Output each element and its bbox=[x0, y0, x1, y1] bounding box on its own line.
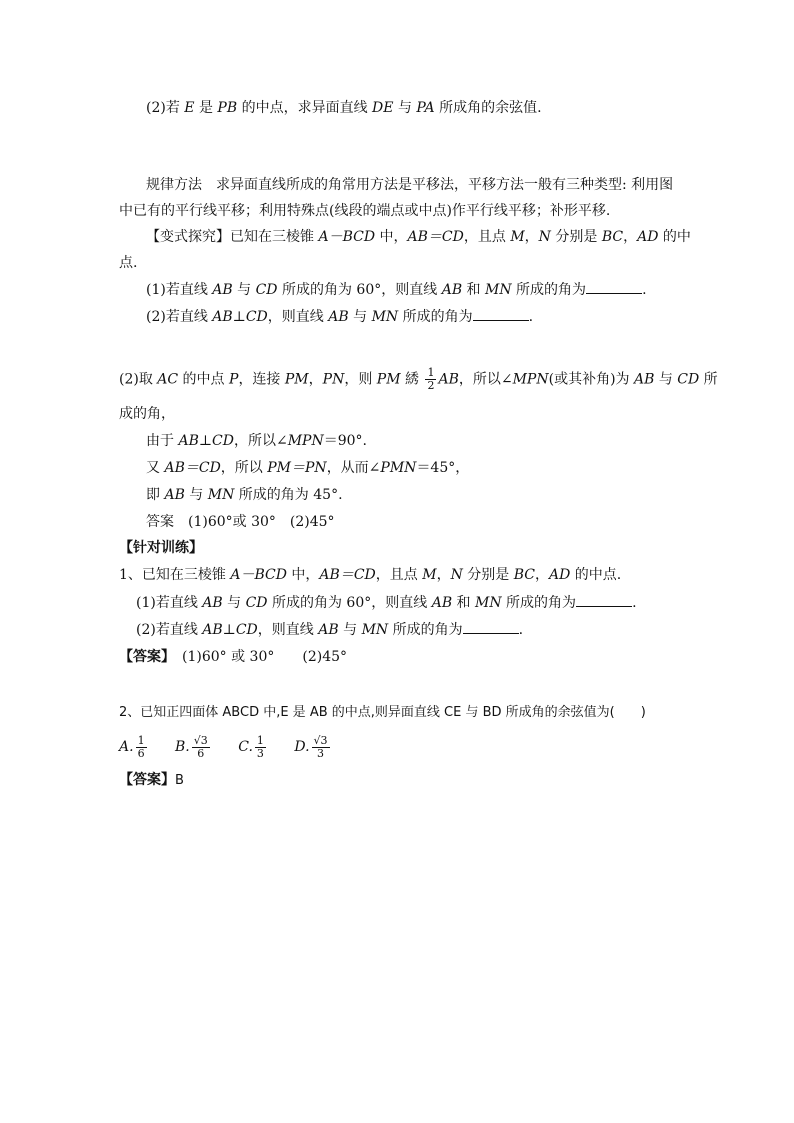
text: ，连接 bbox=[238, 371, 285, 388]
text: 和 bbox=[462, 282, 486, 298]
frac-denominator: 3 bbox=[256, 746, 264, 760]
text: ，则 bbox=[344, 371, 377, 388]
var-ab: AB bbox=[164, 487, 185, 503]
option-letter: D. bbox=[294, 739, 310, 755]
training-question-2: 2、已知正四面体 ABCD 中,E 是 AB 的中点,则异面直线 CE 与 BD 所成角的余弦值为( ) bbox=[119, 705, 646, 720]
solution-answer: 答案 (1)60°或 30° (2)45° bbox=[146, 514, 335, 530]
var-ac: AC bbox=[157, 371, 179, 388]
frac-numerator: 1 bbox=[427, 366, 435, 379]
text: 又 bbox=[146, 460, 165, 476]
text: (2)若直线 bbox=[146, 309, 213, 325]
text: 与 bbox=[348, 309, 372, 325]
answer-label: 【答案】 bbox=[119, 649, 168, 665]
var-ab: AB bbox=[431, 595, 453, 611]
variant-question-1 bbox=[146, 280, 647, 300]
var-perp: AB⊥CD bbox=[178, 433, 234, 449]
text: 已知在三棱锥 bbox=[230, 229, 319, 245]
var-m: M bbox=[510, 229, 525, 245]
var-mpn: MPN bbox=[512, 371, 549, 388]
var-tetra: A－BCD bbox=[230, 567, 287, 583]
frac-numerator: √3 bbox=[313, 733, 328, 747]
var-tetra: A－BCD bbox=[318, 229, 376, 245]
var-mn: MN bbox=[485, 282, 512, 298]
var-cd: CD bbox=[677, 371, 700, 388]
question-2-prompt bbox=[146, 98, 542, 118]
training-sub-question-2 bbox=[136, 620, 523, 640]
fraction-half bbox=[425, 367, 436, 392]
var-pm: PM bbox=[284, 371, 309, 388]
text: 与 bbox=[232, 282, 256, 298]
text: ＝45°， bbox=[416, 460, 470, 476]
variant-intro-line-2: 点. bbox=[119, 255, 138, 271]
training-answer-2 bbox=[119, 770, 184, 791]
var-perp: AB⊥CD bbox=[212, 309, 268, 325]
answer-blank bbox=[586, 280, 642, 294]
var-bc: BC bbox=[513, 567, 535, 583]
text: 是 bbox=[194, 100, 218, 116]
text: 的中点. bbox=[570, 567, 622, 583]
text: . bbox=[528, 309, 534, 325]
text: ，所以 bbox=[220, 460, 268, 476]
text: (2)若直线 bbox=[136, 622, 203, 638]
text: 与 bbox=[654, 371, 678, 388]
text: 与 bbox=[184, 487, 208, 503]
var-pm: PM bbox=[376, 371, 401, 388]
solution-line-3 bbox=[146, 431, 367, 451]
training-header: 【针对训练】 bbox=[119, 540, 203, 556]
text: 分别是 bbox=[550, 229, 602, 245]
training-sub-question-1 bbox=[136, 593, 637, 613]
text: 与 bbox=[222, 595, 246, 611]
var-ab: AB bbox=[328, 309, 349, 325]
option-fraction bbox=[255, 735, 266, 760]
text: . bbox=[642, 282, 647, 298]
text: 所成的角为 bbox=[511, 282, 587, 298]
method-line-2: 中已有的平行线平移；利用特殊点(线段的端点或中点)作平行线平移；补形平移. bbox=[119, 203, 611, 219]
option-letter: C. bbox=[238, 739, 253, 755]
var-n: N bbox=[538, 229, 551, 245]
text: 所成角的余弦值. bbox=[434, 100, 542, 116]
text: 所成的角为 60°，则直线 bbox=[267, 595, 432, 611]
var-eq: PM＝PN bbox=[267, 460, 327, 476]
frac-numerator: √3 bbox=[193, 733, 208, 747]
training-answer-1 bbox=[119, 647, 347, 667]
option-c bbox=[238, 729, 268, 765]
answer-blank bbox=[576, 593, 632, 607]
var-ab: AB bbox=[202, 595, 223, 611]
var-ab: AB bbox=[318, 622, 339, 638]
text: ， bbox=[308, 371, 323, 388]
text: 所 bbox=[699, 371, 718, 388]
var-n: N bbox=[450, 567, 463, 583]
option-a bbox=[119, 729, 149, 765]
text: 的中点 bbox=[178, 371, 230, 388]
text: . bbox=[632, 595, 637, 611]
text: 綉 bbox=[400, 371, 424, 388]
text: 与 bbox=[393, 100, 417, 116]
var-ab: AB bbox=[441, 282, 463, 298]
text: ，则直线 bbox=[267, 309, 329, 325]
text: ＝90°. bbox=[323, 433, 367, 449]
var-perp: AB⊥CD bbox=[202, 622, 258, 638]
text: ，从而∠ bbox=[326, 460, 381, 476]
text: 中， bbox=[375, 229, 408, 245]
text: (1)若直线 bbox=[136, 595, 203, 611]
variant-question-2 bbox=[146, 307, 533, 327]
var-ab: AB bbox=[438, 371, 459, 388]
method-line-1: 规律方法 求异面直线所成的角常用方法是平移法，平移方法一般有三种类型: 利用图 bbox=[146, 177, 674, 193]
text: 与 bbox=[338, 622, 362, 638]
answer-blank bbox=[473, 307, 529, 321]
option-fraction bbox=[136, 735, 147, 760]
text: 即 bbox=[146, 487, 165, 503]
solution-line-4 bbox=[146, 458, 469, 478]
text: 所成的角为 60°，则直线 bbox=[277, 282, 442, 298]
text: ，所以∠ bbox=[233, 433, 288, 449]
var-ab: AB bbox=[212, 282, 233, 298]
var-pmn: PMN bbox=[380, 460, 417, 476]
var-eq: AB＝CD bbox=[164, 460, 221, 476]
var-cd: CD bbox=[255, 282, 278, 298]
solution-line-1 bbox=[119, 367, 718, 392]
var-mn: MN bbox=[361, 622, 389, 638]
var-mpn: MPN bbox=[287, 433, 324, 449]
text: 所成的角为 bbox=[398, 309, 473, 325]
var-m: M bbox=[422, 567, 437, 583]
var-cd: CD bbox=[245, 595, 268, 611]
frac-denominator: 3 bbox=[317, 746, 325, 760]
option-letter: A. bbox=[119, 739, 134, 755]
text: 分别是 bbox=[462, 567, 514, 583]
text: ， bbox=[534, 567, 549, 583]
text: ， bbox=[623, 229, 638, 245]
var-e: E bbox=[184, 100, 195, 116]
frac-denominator: 6 bbox=[197, 746, 205, 760]
text: 的中 bbox=[658, 229, 691, 245]
option-letter: B. bbox=[175, 739, 190, 755]
text: (2)取 bbox=[119, 371, 158, 388]
frac-numerator: 1 bbox=[256, 733, 264, 747]
var-pn: PN bbox=[322, 371, 345, 388]
text: (1)若直线 bbox=[146, 282, 213, 298]
variant-intro bbox=[146, 227, 691, 247]
text: 所成的角为 bbox=[501, 595, 577, 611]
text: 所成的角为 bbox=[388, 622, 463, 638]
var-pa: PA bbox=[416, 100, 435, 116]
answer-text: (1)60° 或 30° (2)45° bbox=[168, 649, 348, 665]
var-de: DE bbox=[372, 100, 394, 116]
var-ad: AD bbox=[637, 229, 659, 245]
solution-line-2: 成的角， bbox=[119, 406, 175, 422]
frac-denominator: 6 bbox=[137, 746, 145, 760]
solution-line-5 bbox=[146, 485, 343, 505]
option-fraction bbox=[192, 735, 210, 760]
text: 中， bbox=[286, 567, 320, 583]
text: 由于 bbox=[146, 433, 179, 449]
text: . bbox=[518, 622, 524, 638]
text: ， bbox=[524, 229, 539, 245]
var-mn: MN bbox=[371, 309, 399, 325]
text: ， bbox=[436, 567, 451, 583]
frac-numerator: 1 bbox=[137, 733, 145, 747]
text: ，且点 bbox=[375, 567, 423, 583]
text: (或其补角)为 bbox=[548, 371, 634, 388]
var-mn: MN bbox=[207, 487, 235, 503]
var-eq: AB＝CD bbox=[407, 229, 464, 245]
text: ，所以∠ bbox=[458, 371, 513, 388]
text: ，则直线 bbox=[257, 622, 319, 638]
var-bc: BC bbox=[601, 229, 624, 245]
text: 的中点，求异面直线 bbox=[237, 100, 373, 116]
option-fraction bbox=[312, 735, 330, 760]
text: 1、已知在三棱锥 bbox=[119, 567, 231, 583]
var-eq: AB＝CD bbox=[319, 567, 376, 583]
var-p: P bbox=[229, 371, 239, 388]
answer-blank bbox=[463, 620, 519, 634]
text: ，且点 bbox=[463, 229, 511, 245]
answer-text: B bbox=[175, 773, 184, 788]
text: 所成的角为 45°. bbox=[234, 487, 343, 503]
answer-label: 【答案】 bbox=[119, 772, 175, 788]
var-pb: PB bbox=[217, 100, 238, 116]
frac-denominator: 2 bbox=[427, 379, 435, 392]
training-question-1 bbox=[119, 565, 621, 585]
variant-label: 【变式探究】 bbox=[146, 229, 230, 245]
var-ad: AD bbox=[548, 567, 571, 583]
training-options bbox=[119, 729, 354, 765]
text: 和 bbox=[452, 595, 476, 611]
text: (2)若 bbox=[146, 100, 185, 116]
option-b bbox=[175, 729, 212, 765]
var-mn: MN bbox=[475, 595, 502, 611]
option-d bbox=[294, 729, 331, 765]
var-ab: AB bbox=[633, 371, 655, 388]
